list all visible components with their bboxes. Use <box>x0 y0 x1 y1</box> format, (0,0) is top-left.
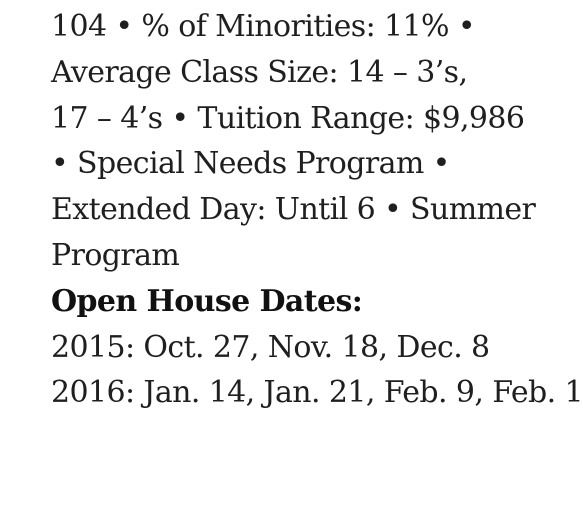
school-info-line-4: • Special Needs Program • <box>51 146 450 182</box>
school-info-text-block <box>51 4 583 416</box>
school-info-line-5: Extended Day: Until 6 • Summer <box>51 192 536 228</box>
school-info-line-2: Average Class Size: 14 – 3’s, <box>51 54 468 90</box>
open-house-2015-dates: 2015: Oct. 27, Nov. 18, Dec. 8 <box>51 329 490 365</box>
open-house-heading: Open House Dates: <box>51 283 363 319</box>
school-info-line-3: 17 – 4’s • Tuition Range: $9,986 <box>51 100 525 136</box>
school-info-line-1: 104 • % of Minorities: 11% • <box>51 9 475 44</box>
open-house-2016-dates: 2016: Jan. 14, Jan. 21, Feb. 9, Feb. 1 <box>51 375 583 411</box>
school-info-line-6: Program <box>51 237 180 273</box>
